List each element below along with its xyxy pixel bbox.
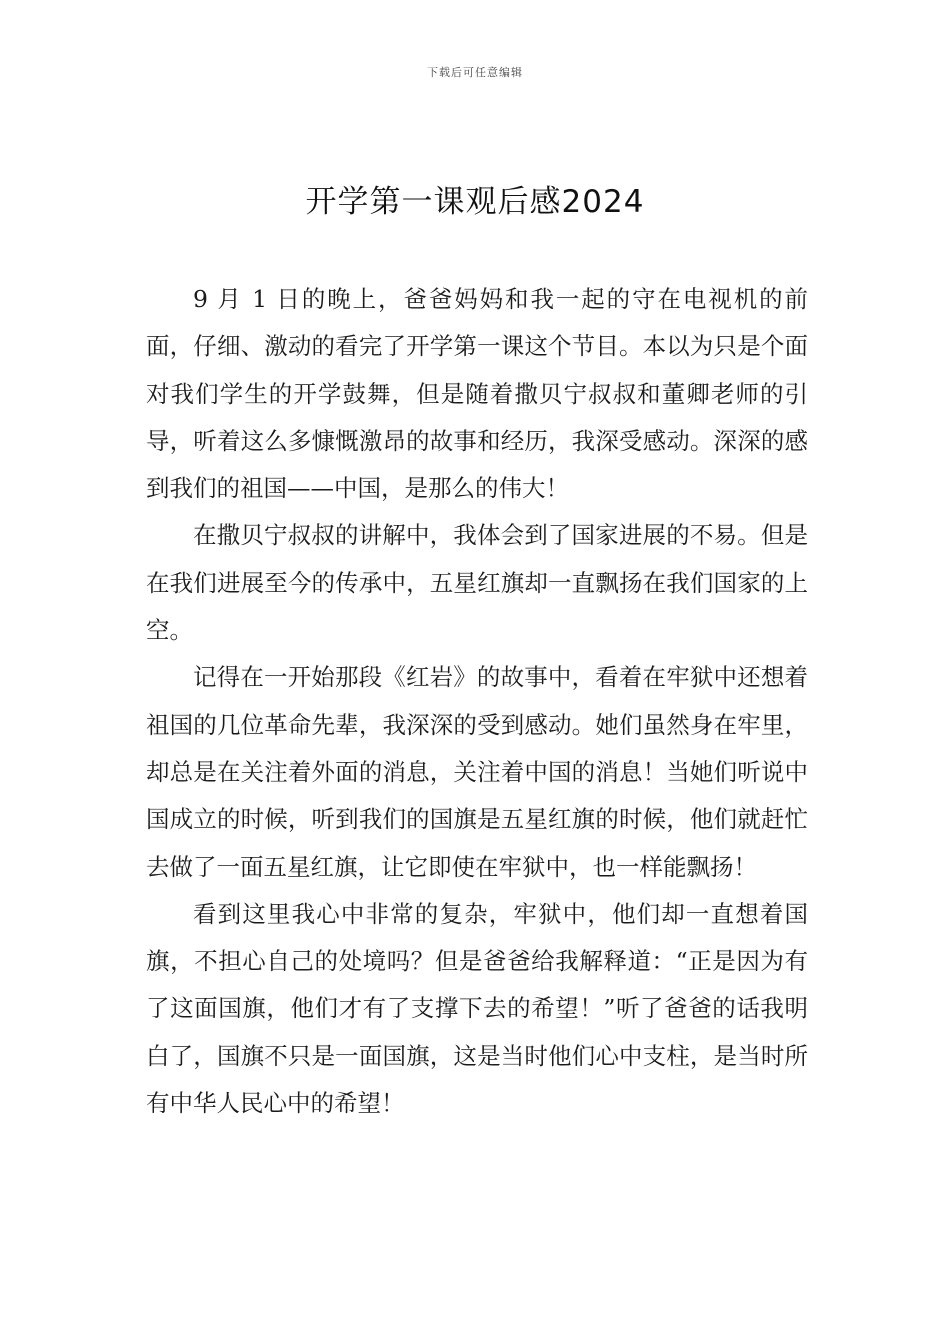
paragraph-4: 看到这里我心中非常的复杂，牢狱中，他们却一直想着国旗，不担心自己的处境吗？但是爸爸给我解释道：“正是因为有了这面国旗，他们才有了支撑下去的希望！”听了爸爸的话我明白了，国旗不只是一面国旗，这是当时他们心中支柱，是当时所有中华人民心中的希望！: [146, 899, 808, 1118]
paragraph-2: 在撒贝宁叔叔的讲解中，我体会到了国家进展的不易。但是在我们进展至今的传承中，五星红旗却一直飘扬在我们国家的上空。: [146, 521, 808, 645]
paragraph-3: 记得在一开始那段《红岩》的故事中，看着在牢狱中还想着祖国的几位革命先辈，我深深的受到感动。她们虽然身在牢里，却总是在关注着外面的消息，关注着中国的消息！当她们听说中国成立的时候，听到我们的国旗是五星红旗的时候，他们就赶忙去做了一面五星红旗，让它即使在牢狱中，也一样能飘扬！: [146, 663, 808, 881]
header-note: 下载后可任意编辑: [427, 66, 523, 79]
page-title: 开学第一课观后感2024: [305, 184, 645, 220]
paragraph-1: 9 月 1 日的晚上，爸爸妈妈和我一起的守在电视机的前面，仔细、激动的看完了开学第一课这个节目。本以为只是个面对我们学生的开学鼓舞，但是随着撒贝宁叔叔和董卿老师的引导，听着这么多慷慨激昂的故事和经历，我深受感动。深深的感到我们的祖国——中国，是那么的伟大！: [146, 285, 808, 503]
document-body: [146, 276, 808, 1127]
